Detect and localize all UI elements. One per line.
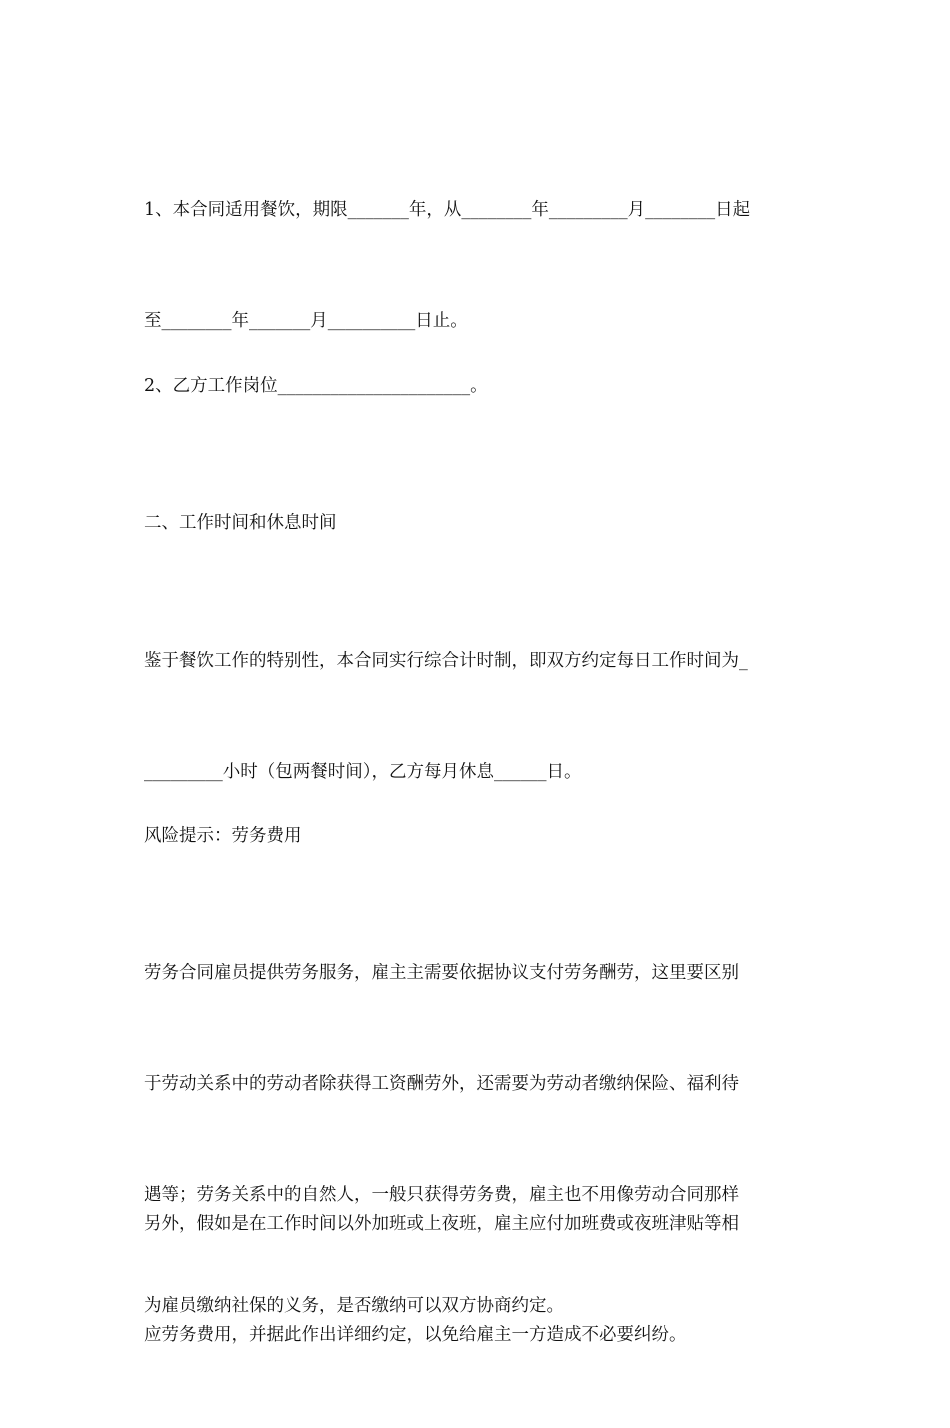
- text-line: 劳务合同雇员提供劳务服务，雇主主需要依据协议支付劳务酬劳，这里要区别: [144, 963, 739, 983]
- text-line: 鉴于餐饮工作的特别性，本合同实行综合计时制，即双方约定每日工作时间为_: [144, 651, 748, 671]
- heading-line: 二、工作时间和休息时间: [144, 513, 337, 533]
- text-line: 应劳务费用，并据此作出详细约定，以免给雇主一方造成不必要纠纷。: [144, 1325, 687, 1345]
- heading-line: 风险提示：劳务费用: [144, 826, 302, 846]
- text-line: 另外，假如是在工作时间以外加班或上夜班，雇主应付加班费或夜班津贴等相: [144, 1214, 739, 1234]
- overtime-paragraph: [144, 1132, 810, 1428]
- text-line: _________小时（包两餐时间），乙方每月休息______日。: [144, 762, 582, 782]
- text-line: 遇等；劳务关系中的自然人，一般只获得劳务费，雇主也不用像劳动合同那样: [144, 1185, 739, 1205]
- text-line: 1、本合同适用餐饮，期限_______年，从________年_________月________日起: [144, 200, 751, 220]
- text-line: 2、乙方工作岗位______________________。: [144, 376, 488, 396]
- text-line: 为雇员缴纳社保的义务，是否缴纳可以双方协商约定。: [144, 1296, 564, 1316]
- text-line: 至________年_______月__________日止。: [144, 311, 468, 331]
- text-line: 于劳动关系中的劳动者除获得工资酬劳外，还需要为劳动者缴纳保险、福利待: [144, 1074, 739, 1094]
